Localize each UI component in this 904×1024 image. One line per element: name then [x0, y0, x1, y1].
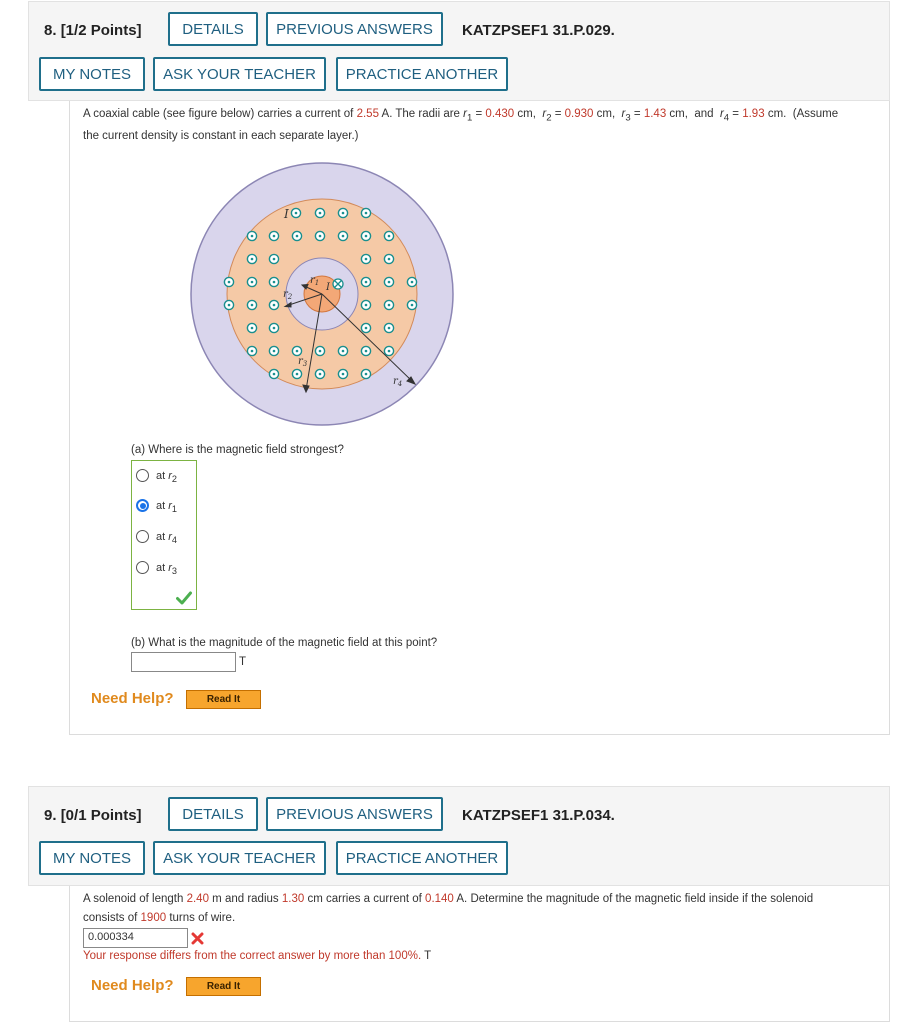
q8-option-r3-radio[interactable] [136, 561, 149, 574]
q9-practice-another-button[interactable]: PRACTICE ANOTHER [336, 841, 508, 875]
q8-problem-code: KATZPSEF1 31.P.029. [462, 22, 615, 39]
q8-part-b-unit: T [239, 656, 247, 668]
incorrect-x-icon [191, 932, 204, 945]
q8-problem-text: A coaxial cable (see figure below) carries a current of 2.55 A. The radii are $r_1 = 0.430$ cm, $r_2 = 0.930$ cm, $r_3 = 1.43$ cm, and $r_4 = 1.93$ cm. (Assume the current density is constant in each separate layer.) [83, 108, 839, 143]
q8-header [28, 1, 890, 101]
q8-ask-teacher-button[interactable]: ASK YOUR TEACHER [153, 57, 326, 91]
q8-option-r4-label[interactable]: at $r_4$ [156, 531, 177, 546]
outer-current-label: I [284, 207, 289, 221]
correct-check-icon [176, 591, 192, 605]
q9-ask-teacher-button[interactable]: ASK YOUR TEACHER [153, 841, 326, 875]
q9-feedback: Your response differs from the correct answer by more than 100%. T [83, 950, 432, 962]
q9-number: 9. [0/1 Points] [44, 807, 142, 824]
q8-option-r4-radio[interactable] [136, 530, 149, 543]
q8-number: 8. [1/2 Points] [44, 22, 142, 39]
r4-label: $r_4$ [393, 376, 403, 388]
inner-current-label: I [326, 282, 330, 293]
q8-part-b-question: (b) What is the magnitude of the magnetic field at this point? [131, 637, 438, 649]
q8-part-b-answer-input[interactable] [131, 652, 236, 672]
q8-previous-answers-button[interactable]: PREVIOUS ANSWERS [266, 12, 443, 46]
q8-my-notes-button[interactable]: MY NOTES [39, 57, 145, 91]
q9-problem-text: A solenoid of length 2.40 m and radius 1.30 cm carries a current of 0.140 A. Determine the magnitude of the magnetic field inside if the solenoid consists of 1900 turns of wire. [83, 893, 814, 924]
q9-my-notes-button[interactable]: MY NOTES [39, 841, 145, 875]
current-into-page-symbol [333, 279, 343, 289]
r1-label: $r_1$ [310, 275, 320, 287]
coaxial-cable-figure [188, 160, 456, 428]
q9-answer-input[interactable]: 0.000334 [83, 928, 188, 948]
q9-details-button[interactable]: DETAILS [168, 797, 258, 831]
r3-label: $r_3$ [298, 356, 308, 368]
q8-option-r2-radio[interactable] [136, 469, 149, 482]
q8-practice-another-button[interactable]: PRACTICE ANOTHER [336, 57, 508, 91]
q8-option-r1-radio[interactable] [136, 499, 149, 512]
q9-need-help-label: Need Help? [91, 977, 174, 994]
r2-label: $r_2$ [283, 289, 293, 301]
q9-header [28, 786, 890, 886]
q9-read-it-button[interactable]: Read It [186, 977, 261, 996]
q9-problem-code: KATZPSEF1 31.P.034. [462, 807, 615, 824]
q8-option-r1-label[interactable]: at $r_1$ [156, 500, 177, 515]
q8-read-it-button[interactable]: Read It [186, 690, 261, 709]
q8-details-button[interactable]: DETAILS [168, 12, 258, 46]
q9-previous-answers-button[interactable]: PREVIOUS ANSWERS [266, 797, 443, 831]
q8-need-help-label: Need Help? [91, 690, 174, 707]
q8-option-r2-label[interactable]: at $r_2$ [156, 470, 177, 485]
q8-option-r3-label[interactable]: at $r_3$ [156, 562, 177, 577]
q8-part-a-question: (a) Where is the magnetic field strongest? [131, 444, 344, 456]
